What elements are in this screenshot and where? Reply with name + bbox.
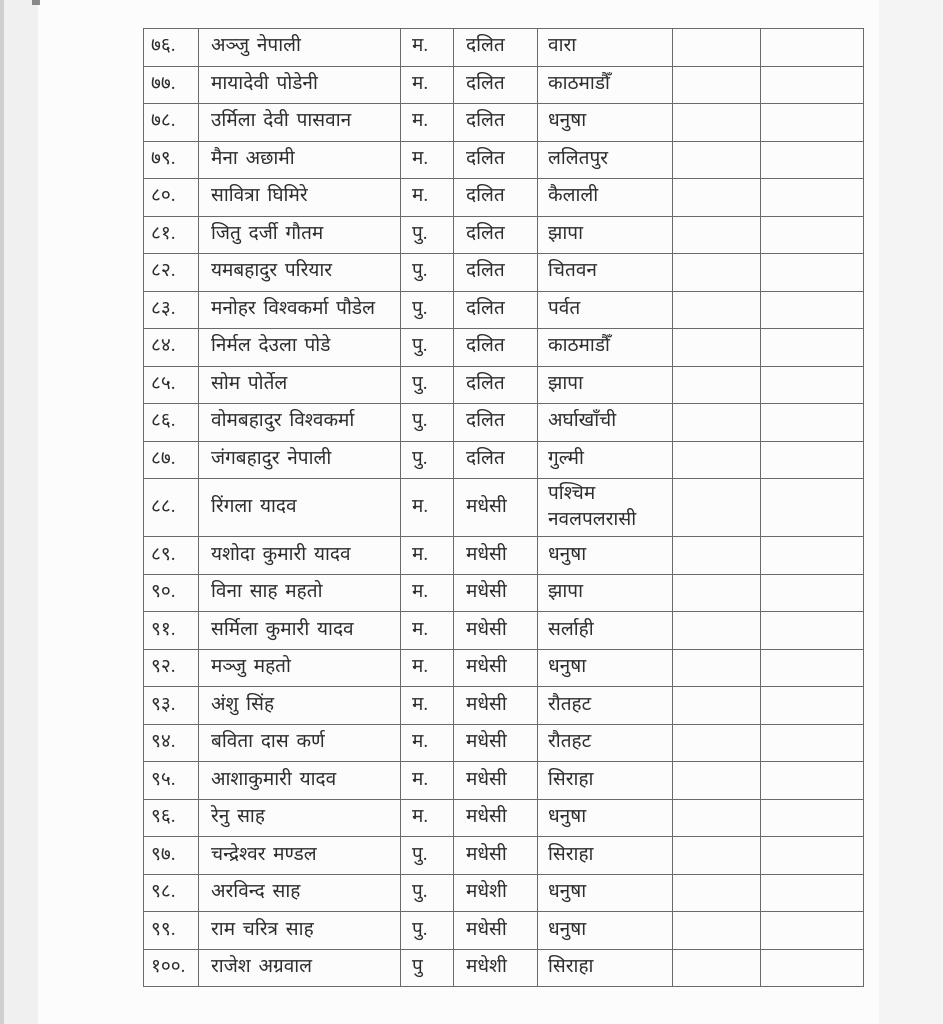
name-cell: रेनु साह <box>199 799 401 837</box>
extra2-cell <box>761 66 864 104</box>
district-cell: धनुषा <box>538 537 673 575</box>
extra2-cell <box>761 404 864 442</box>
extra2-cell <box>761 29 864 67</box>
category-cell: मधेसी <box>454 762 538 800</box>
district-cell: काठमाडौँ <box>538 329 673 367</box>
gender-cell: पु. <box>401 329 454 367</box>
gender-cell: पु. <box>401 254 454 292</box>
serial-cell: ९०. <box>144 574 199 612</box>
district-cell: झापा <box>538 216 673 254</box>
district-cell: रौतहट <box>538 724 673 762</box>
extra2-cell <box>761 254 864 292</box>
right-margin-band <box>879 0 943 1024</box>
serial-cell: १००. <box>144 949 199 987</box>
table-row <box>144 799 864 837</box>
name-cell: मैना अछामी <box>199 141 401 179</box>
name-cell: मञ्जु महतो <box>199 649 401 687</box>
extra1-cell <box>673 479 761 537</box>
category-cell: मधेसी <box>454 612 538 650</box>
name-cell: यमबहादुर परियार <box>199 254 401 292</box>
table-row <box>144 329 864 367</box>
name-cell: जंगबहादुर नेपाली <box>199 441 401 479</box>
serial-cell: ७९. <box>144 141 199 179</box>
name-cell: सर्मिला कुमारी यादव <box>199 612 401 650</box>
name-cell: जितु दर्जी गौतम <box>199 216 401 254</box>
category-cell: मधेसी <box>454 649 538 687</box>
table-row <box>144 479 864 537</box>
name-cell: बविता दास कर्ण <box>199 724 401 762</box>
extra1-cell <box>673 216 761 254</box>
table-row <box>144 179 864 217</box>
name-cell: विना साह महतो <box>199 574 401 612</box>
extra1-cell <box>673 29 761 67</box>
extra2-cell <box>761 104 864 142</box>
table-row <box>144 104 864 142</box>
gender-cell: म. <box>401 762 454 800</box>
extra1-cell <box>673 799 761 837</box>
category-cell: मधेसी <box>454 724 538 762</box>
gender-cell: म. <box>401 649 454 687</box>
district-cell: सिराहा <box>538 949 673 987</box>
extra2-cell <box>761 366 864 404</box>
extra1-cell <box>673 179 761 217</box>
table-row <box>144 724 864 762</box>
table-row <box>144 141 864 179</box>
serial-cell: ९५. <box>144 762 199 800</box>
district-cell: ललितपुर <box>538 141 673 179</box>
district-cell: धनुषा <box>538 104 673 142</box>
table-row <box>144 366 864 404</box>
category-cell: दलित <box>454 291 538 329</box>
extra2-cell <box>761 949 864 987</box>
extra2-cell <box>761 216 864 254</box>
gender-cell: म. <box>401 574 454 612</box>
extra1-cell <box>673 254 761 292</box>
name-cell: आशाकुमारी यादव <box>199 762 401 800</box>
category-cell: मधेसी <box>454 799 538 837</box>
extra2-cell <box>761 537 864 575</box>
serial-cell: ७७. <box>144 66 199 104</box>
table-row <box>144 441 864 479</box>
extra1-cell <box>673 404 761 442</box>
district-cell: पश्चिम नवलपलरासी <box>538 479 673 537</box>
category-cell: मधेसी <box>454 837 538 875</box>
table-row <box>144 574 864 612</box>
district-cell: पर्वत <box>538 291 673 329</box>
scan-smudge-mark <box>32 0 40 5</box>
table-row <box>144 537 864 575</box>
district-cell: धनुषा <box>538 874 673 912</box>
serial-cell: ८९. <box>144 537 199 575</box>
district-cell: धनुषा <box>538 912 673 950</box>
gender-cell: म. <box>401 29 454 67</box>
category-cell: दलित <box>454 216 538 254</box>
table-row <box>144 404 864 442</box>
category-cell: दलित <box>454 29 538 67</box>
extra2-cell <box>761 724 864 762</box>
district-cell: झापा <box>538 366 673 404</box>
extra2-cell <box>761 479 864 537</box>
serial-cell: ८७. <box>144 441 199 479</box>
gender-cell: म. <box>401 537 454 575</box>
district-cell: सर्लाही <box>538 612 673 650</box>
extra1-cell <box>673 537 761 575</box>
gender-cell: म. <box>401 612 454 650</box>
name-cell: राम चरित्र साह <box>199 912 401 950</box>
extra2-cell <box>761 762 864 800</box>
serial-cell: ८५. <box>144 366 199 404</box>
category-cell: दलित <box>454 66 538 104</box>
name-cell: वोमबहादुर विश्वकर्मा <box>199 404 401 442</box>
extra1-cell <box>673 762 761 800</box>
category-cell: दलित <box>454 254 538 292</box>
extra2-cell <box>761 649 864 687</box>
gender-cell: पु. <box>401 837 454 875</box>
district-cell: धनुषा <box>538 649 673 687</box>
left-margin-band <box>4 0 38 1024</box>
district-cell: सिराहा <box>538 762 673 800</box>
extra1-cell <box>673 687 761 725</box>
serial-cell: ८६. <box>144 404 199 442</box>
table-row <box>144 254 864 292</box>
gender-cell: पु. <box>401 874 454 912</box>
district-cell: चितवन <box>538 254 673 292</box>
category-cell: मधेशी <box>454 874 538 912</box>
extra2-cell <box>761 141 864 179</box>
category-cell: दलित <box>454 179 538 217</box>
gender-cell: म. <box>401 104 454 142</box>
table-row <box>144 649 864 687</box>
category-cell: मधेसी <box>454 537 538 575</box>
name-cell: सावित्रा घिमिरे <box>199 179 401 217</box>
district-cell: वारा <box>538 29 673 67</box>
table-row <box>144 687 864 725</box>
district-cell: धनुषा <box>538 799 673 837</box>
extra1-cell <box>673 66 761 104</box>
extra2-cell <box>761 799 864 837</box>
gender-cell: पु. <box>401 404 454 442</box>
extra2-cell <box>761 612 864 650</box>
extra1-cell <box>673 912 761 950</box>
extra2-cell <box>761 874 864 912</box>
district-cell: कैलाली <box>538 179 673 217</box>
serial-cell: ९६. <box>144 799 199 837</box>
serial-cell: ९१. <box>144 612 199 650</box>
name-cell: यशोदा कुमारी यादव <box>199 537 401 575</box>
serial-cell: ९८. <box>144 874 199 912</box>
category-cell: दलित <box>454 404 538 442</box>
extra1-cell <box>673 837 761 875</box>
gender-cell: म. <box>401 479 454 537</box>
serial-cell: ८८. <box>144 479 199 537</box>
extra1-cell <box>673 366 761 404</box>
gender-cell: म. <box>401 799 454 837</box>
name-cell: अञ्जु नेपाली <box>199 29 401 67</box>
serial-cell: ९७. <box>144 837 199 875</box>
extra2-cell <box>761 574 864 612</box>
district-cell: अर्घाखाँची <box>538 404 673 442</box>
serial-cell: ८१. <box>144 216 199 254</box>
serial-cell: ९४. <box>144 724 199 762</box>
extra2-cell <box>761 179 864 217</box>
gender-cell: पु. <box>401 216 454 254</box>
table-row <box>144 949 864 987</box>
category-cell: मधेसी <box>454 574 538 612</box>
category-cell: मधेसी <box>454 912 538 950</box>
district-cell: रौतहट <box>538 687 673 725</box>
name-cell: उर्मिला देवी पासवान <box>199 104 401 142</box>
name-cell: रिंगला यादव <box>199 479 401 537</box>
name-cell: सोम पोर्तेल <box>199 366 401 404</box>
gender-cell: पु <box>401 949 454 987</box>
category-cell: दलित <box>454 104 538 142</box>
table-row <box>144 66 864 104</box>
category-cell: मधेशी <box>454 949 538 987</box>
table-row <box>144 874 864 912</box>
table-row <box>144 29 864 67</box>
category-cell: दलित <box>454 141 538 179</box>
extra1-cell <box>673 441 761 479</box>
name-cell: मायादेवी पोडेनी <box>199 66 401 104</box>
table-row <box>144 837 864 875</box>
extra1-cell <box>673 291 761 329</box>
district-cell: सिराहा <box>538 837 673 875</box>
table-row <box>144 762 864 800</box>
table-row <box>144 216 864 254</box>
name-cell: अरविन्द साह <box>199 874 401 912</box>
extra2-cell <box>761 912 864 950</box>
extra2-cell <box>761 687 864 725</box>
serial-cell: ९९. <box>144 912 199 950</box>
table-row <box>144 291 864 329</box>
gender-cell: पु. <box>401 366 454 404</box>
extra1-cell <box>673 612 761 650</box>
roster-table <box>143 28 864 987</box>
name-cell: मनोहर विश्वकर्मा पौडेल <box>199 291 401 329</box>
table-row <box>144 912 864 950</box>
gender-cell: पु. <box>401 912 454 950</box>
name-cell: अंशु सिंह <box>199 687 401 725</box>
extra1-cell <box>673 949 761 987</box>
district-cell: काठमाडौँ <box>538 66 673 104</box>
extra1-cell <box>673 574 761 612</box>
serial-cell: ९२. <box>144 649 199 687</box>
district-cell: झापा <box>538 574 673 612</box>
gender-cell: म. <box>401 66 454 104</box>
serial-cell: ९३. <box>144 687 199 725</box>
extra1-cell <box>673 874 761 912</box>
serial-cell: ८०. <box>144 179 199 217</box>
serial-cell: ७६. <box>144 29 199 67</box>
extra2-cell <box>761 329 864 367</box>
category-cell: मधेसी <box>454 687 538 725</box>
serial-cell: ८४. <box>144 329 199 367</box>
category-cell: दलित <box>454 366 538 404</box>
extra1-cell <box>673 649 761 687</box>
extra1-cell <box>673 104 761 142</box>
district-cell: गुल्मी <box>538 441 673 479</box>
name-cell: राजेश अग्रवाल <box>199 949 401 987</box>
roster-table-body <box>144 29 864 987</box>
category-cell: मधेसी <box>454 479 538 537</box>
extra1-cell <box>673 141 761 179</box>
category-cell: दलित <box>454 441 538 479</box>
extra2-cell <box>761 291 864 329</box>
extra1-cell <box>673 329 761 367</box>
serial-cell: ८३. <box>144 291 199 329</box>
extra2-cell <box>761 441 864 479</box>
gender-cell: म. <box>401 141 454 179</box>
gender-cell: म. <box>401 724 454 762</box>
name-cell: निर्मल देउला पोडे <box>199 329 401 367</box>
gender-cell: म. <box>401 687 454 725</box>
category-cell: दलित <box>454 329 538 367</box>
gender-cell: म. <box>401 179 454 217</box>
gender-cell: पु. <box>401 291 454 329</box>
table-row <box>144 612 864 650</box>
serial-cell: ७८. <box>144 104 199 142</box>
gender-cell: पु. <box>401 441 454 479</box>
name-cell: चन्द्रेश्वर मण्डल <box>199 837 401 875</box>
extra2-cell <box>761 837 864 875</box>
serial-cell: ८२. <box>144 254 199 292</box>
extra1-cell <box>673 724 761 762</box>
